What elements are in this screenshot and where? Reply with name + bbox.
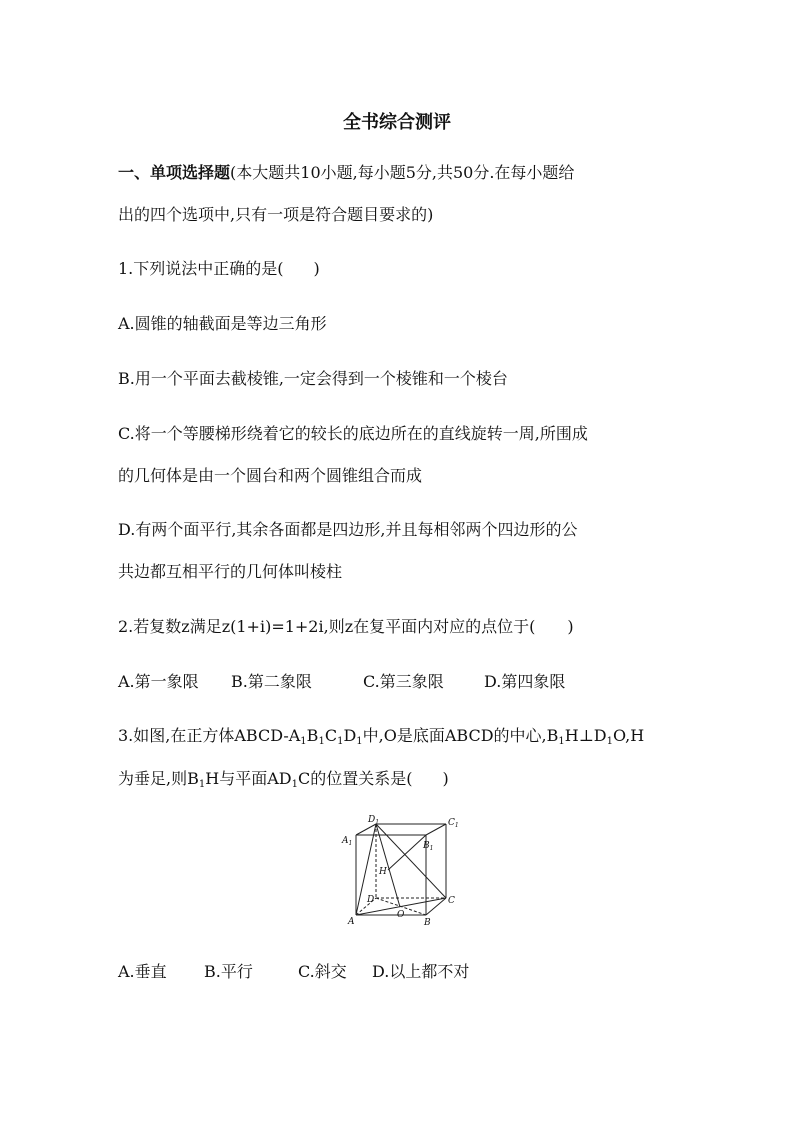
- question-2-text: 2.若复数z满足z(1+i)=1+2i,则z在复平面内对应的点位于(: [118, 617, 536, 636]
- label-c1: $C_1$: [448, 818, 459, 829]
- bracket-close: ): [313, 259, 320, 278]
- question-1-option-d: D.有两个面平行,其余各面都是四边形,并且每相邻两个四边形的公: [118, 520, 578, 539]
- edge-bc: [426, 898, 446, 915]
- label-a1: $A_1$: [342, 836, 353, 847]
- question-3-options: [118, 962, 469, 982]
- question-3-stem-cont: 为垂足,则$B_1H$与平面$AD_1C$的位置关系是( ): [118, 769, 449, 790]
- label-h: H: [379, 867, 387, 877]
- section-heading: 一、单项选择题: [118, 163, 231, 182]
- bracket-close: ): [567, 617, 574, 636]
- question-2-stem: [118, 617, 574, 637]
- label-b: B: [424, 918, 431, 928]
- question-3-option-c: C.斜交: [298, 962, 347, 981]
- cube-figure: [336, 812, 466, 932]
- question-2-option-b: B.第二象限: [231, 672, 312, 691]
- page-title: 全书综合测评: [343, 112, 451, 133]
- question-1-option-a: A.圆锥的轴截面是等边三角形: [118, 314, 327, 333]
- question-3-stem: 3.如图,在正方体ABCD-$A_1B_1C_1D_1$中,O是底面ABCD的中心$,B_1H\perp D_1O,H$: [118, 726, 645, 747]
- question-2-option-d: D.第四象限: [484, 672, 566, 691]
- question-2-options: [118, 672, 565, 692]
- question-3-option-d: D.以上都不对: [372, 962, 470, 981]
- section-description-cont: 出的四个选项中,只有一项是符合题目要求的): [118, 205, 434, 224]
- question-3-option-b: B.平行: [204, 962, 253, 981]
- section-heading-line: [118, 163, 574, 183]
- label-d: D: [367, 895, 375, 905]
- label-c: C: [448, 896, 455, 906]
- question-1-option-c-cont: 的几何体是由一个圆台和两个圆锥组合而成: [118, 466, 423, 485]
- question-3-option-a: A.垂直: [118, 962, 167, 981]
- label-o: O: [397, 910, 405, 920]
- section-description: (本大题共10小题,每小题5分,共50分.在每小题给: [230, 163, 575, 182]
- question-1-option-d-cont: 共边都互相平行的几何体叫棱柱: [118, 562, 343, 581]
- question-2-option-a: A.第一象限: [118, 672, 199, 691]
- question-1-option-c: C.将一个等腰梯形绕着它的较长的底边所在的直线旋转一周,所围成: [118, 424, 588, 443]
- question-1-text: 1.下列说法中正确的是(: [118, 259, 284, 278]
- label-d1: $D_1$: [368, 815, 380, 826]
- question-1-option-b: B.用一个平面去截棱锥,一定会得到一个棱锥和一个棱台: [118, 369, 508, 388]
- edge-a1d1: [356, 824, 376, 835]
- edge-b1h: [388, 835, 426, 870]
- question-1-stem: [118, 259, 320, 279]
- edge-b1c1: [426, 824, 446, 835]
- label-b1: $B_1$: [423, 841, 434, 852]
- label-a: A: [348, 917, 355, 927]
- question-2-option-c: C.第三象限: [363, 672, 444, 691]
